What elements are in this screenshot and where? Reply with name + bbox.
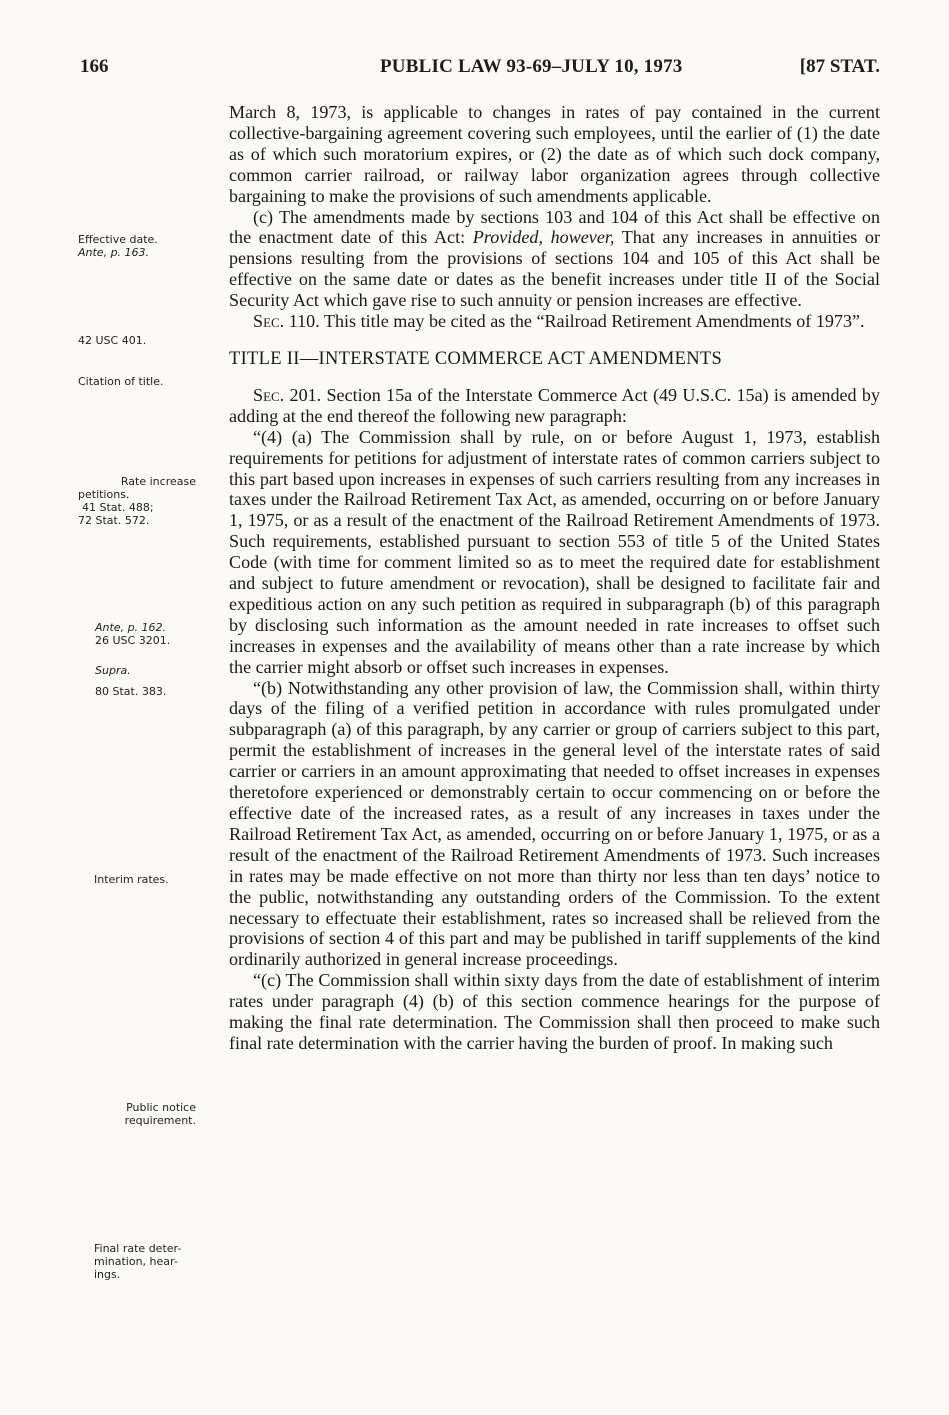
margin-note-effective-date: Effective date. Ante, p. 163. <box>78 233 158 259</box>
margin-note-supra: Supra. <box>95 664 131 677</box>
running-title: PUBLIC LAW 93-69–JULY 10, 1973 <box>380 56 683 77</box>
margin-note-rate-increase-petitions: Rate increase petitions. 41 Stat. 488; 72 Stat. 572. <box>78 475 196 527</box>
margin-note-ante-26usc3201: Ante, p. 162. 26 USC 3201. <box>95 621 171 647</box>
paragraph-4c: “(c) The Commission shall within sixty days from the date of establishment of interim rates under paragraph (4) (b) of this section commence hearings for the purpose of making the final rate determination. The Commission shall then proceed to make such final rate determination with the carrier having the burden of proof. In making such <box>229 970 880 1053</box>
volume-reference: [87 STAT. <box>799 56 880 77</box>
page-number: 166 <box>80 56 109 77</box>
paragraph-continuation: March 8, 1973, is applicable to changes in rates of pay contained in the current collective-bargaining agreement covering such employees, until the earlier of (1) the date as of which such moratorium expires, or (2) the date as of which such dock company, common carrier railroad, or railway labor organization agrees through collective bargaining to make the provisions of such amendments applicable. <box>229 102 880 206</box>
paragraph-citation-of-title: Sec. 110. This title may be cited as the “Railroad Retirement Amendments of 1973”. <box>253 311 865 332</box>
title-ii-heading: TITLE II—INTERSTATE COMMERCE ACT AMENDMENTS <box>229 348 723 369</box>
paragraph-effective-date: (c) The amendments made by sections 103 and 104 of this Act shall be effective on the enactment date of this Act: Provided, however, That any increases in annuities or pensions resulting from the provisions of sections 104 and 105 of this Act shall be effective on the same date or dates as the benefit increases under title II of the Social Security Act which gave rise to such annuity or pension increases are effective. <box>229 206 880 311</box>
margin-note-final-rate: Final rate deter- mination, hear- ings. <box>94 1242 182 1281</box>
margin-note-80stat383: 80 Stat. 383. <box>95 685 167 698</box>
margin-note-interim-rates: Interim rates. <box>94 873 169 886</box>
paragraph-section-201: Sec. 201. Section 15a of the Interstate Commerce Act (49 U.S.C. 15a) is amended by adding at the end thereof the following new paragraph: <box>229 384 880 426</box>
page-header <box>80 56 880 86</box>
margin-note-42usc401: 42 USC 401. <box>78 334 147 347</box>
margin-note-citation-of-title: Citation of title. <box>78 375 164 388</box>
margin-note-public-notice: Public notice requirement. <box>124 1101 196 1127</box>
paragraph-4a: “(4) (a) The Commission shall by rule, on or before August 1, 1973, establish requirements for petitions for adjustment of interstate rates of common carriers subject to this part based upon increases in expenses of such carriers resulting from any increases in taxes under the Railroad Retirement Tax Act, as amended, occurring on or before January 1, 1975, or as a result of the enactment of the Railroad Retirement Amendments of 1973. Such requirements, established pursuant to section 553 of title 5 of the United States Code (with time for comment limited so as to meet the required date for establishment and subject to future amendment or revocation), shall be designed to facilitate fair and expeditious action on any such petition as required in subparagraph (b) of this paragraph by disclosing such information as the amount needed in rate increases to offset such increases in expenses and the availability of means other than a rate increase by which the carrier might absorb or offset such increases in expenses. <box>229 426 880 677</box>
statute-body <box>229 102 880 1054</box>
paragraph-4b: “(b) Notwithstanding any other provision of law, the Commission shall, within thirty days of the filing of a verified petition in accordance with rules promulgated under subparagraph (a) of this paragraph, by any carrier or group of carriers subject to this part, permit the establishment of increases in the general level of the interstate rates of said carrier or carriers in an amount approximating that needed to offset increases in expenses theretofore experienced or demonstrably certain to occur commencing on or before the effective date of the increased rates, as a result of any increases in taxes under the Railroad Retirement Tax Act, as amended, occurring on or before January 1, 1975, or as a result of the enactment of the Railroad Retirement Amendments of 1973. Such increases in rates may be made effective on not more than thirty nor less than ten days’ notice to the public, notwithstanding any outstanding orders of the Commission. To the extent necessary to effectuate their establishment, rates so increased shall be relieved from the provisions of section 4 of this part and may be published in tariff supplements of the kind ordinarily authorized in general increase proceedings. <box>229 677 880 970</box>
